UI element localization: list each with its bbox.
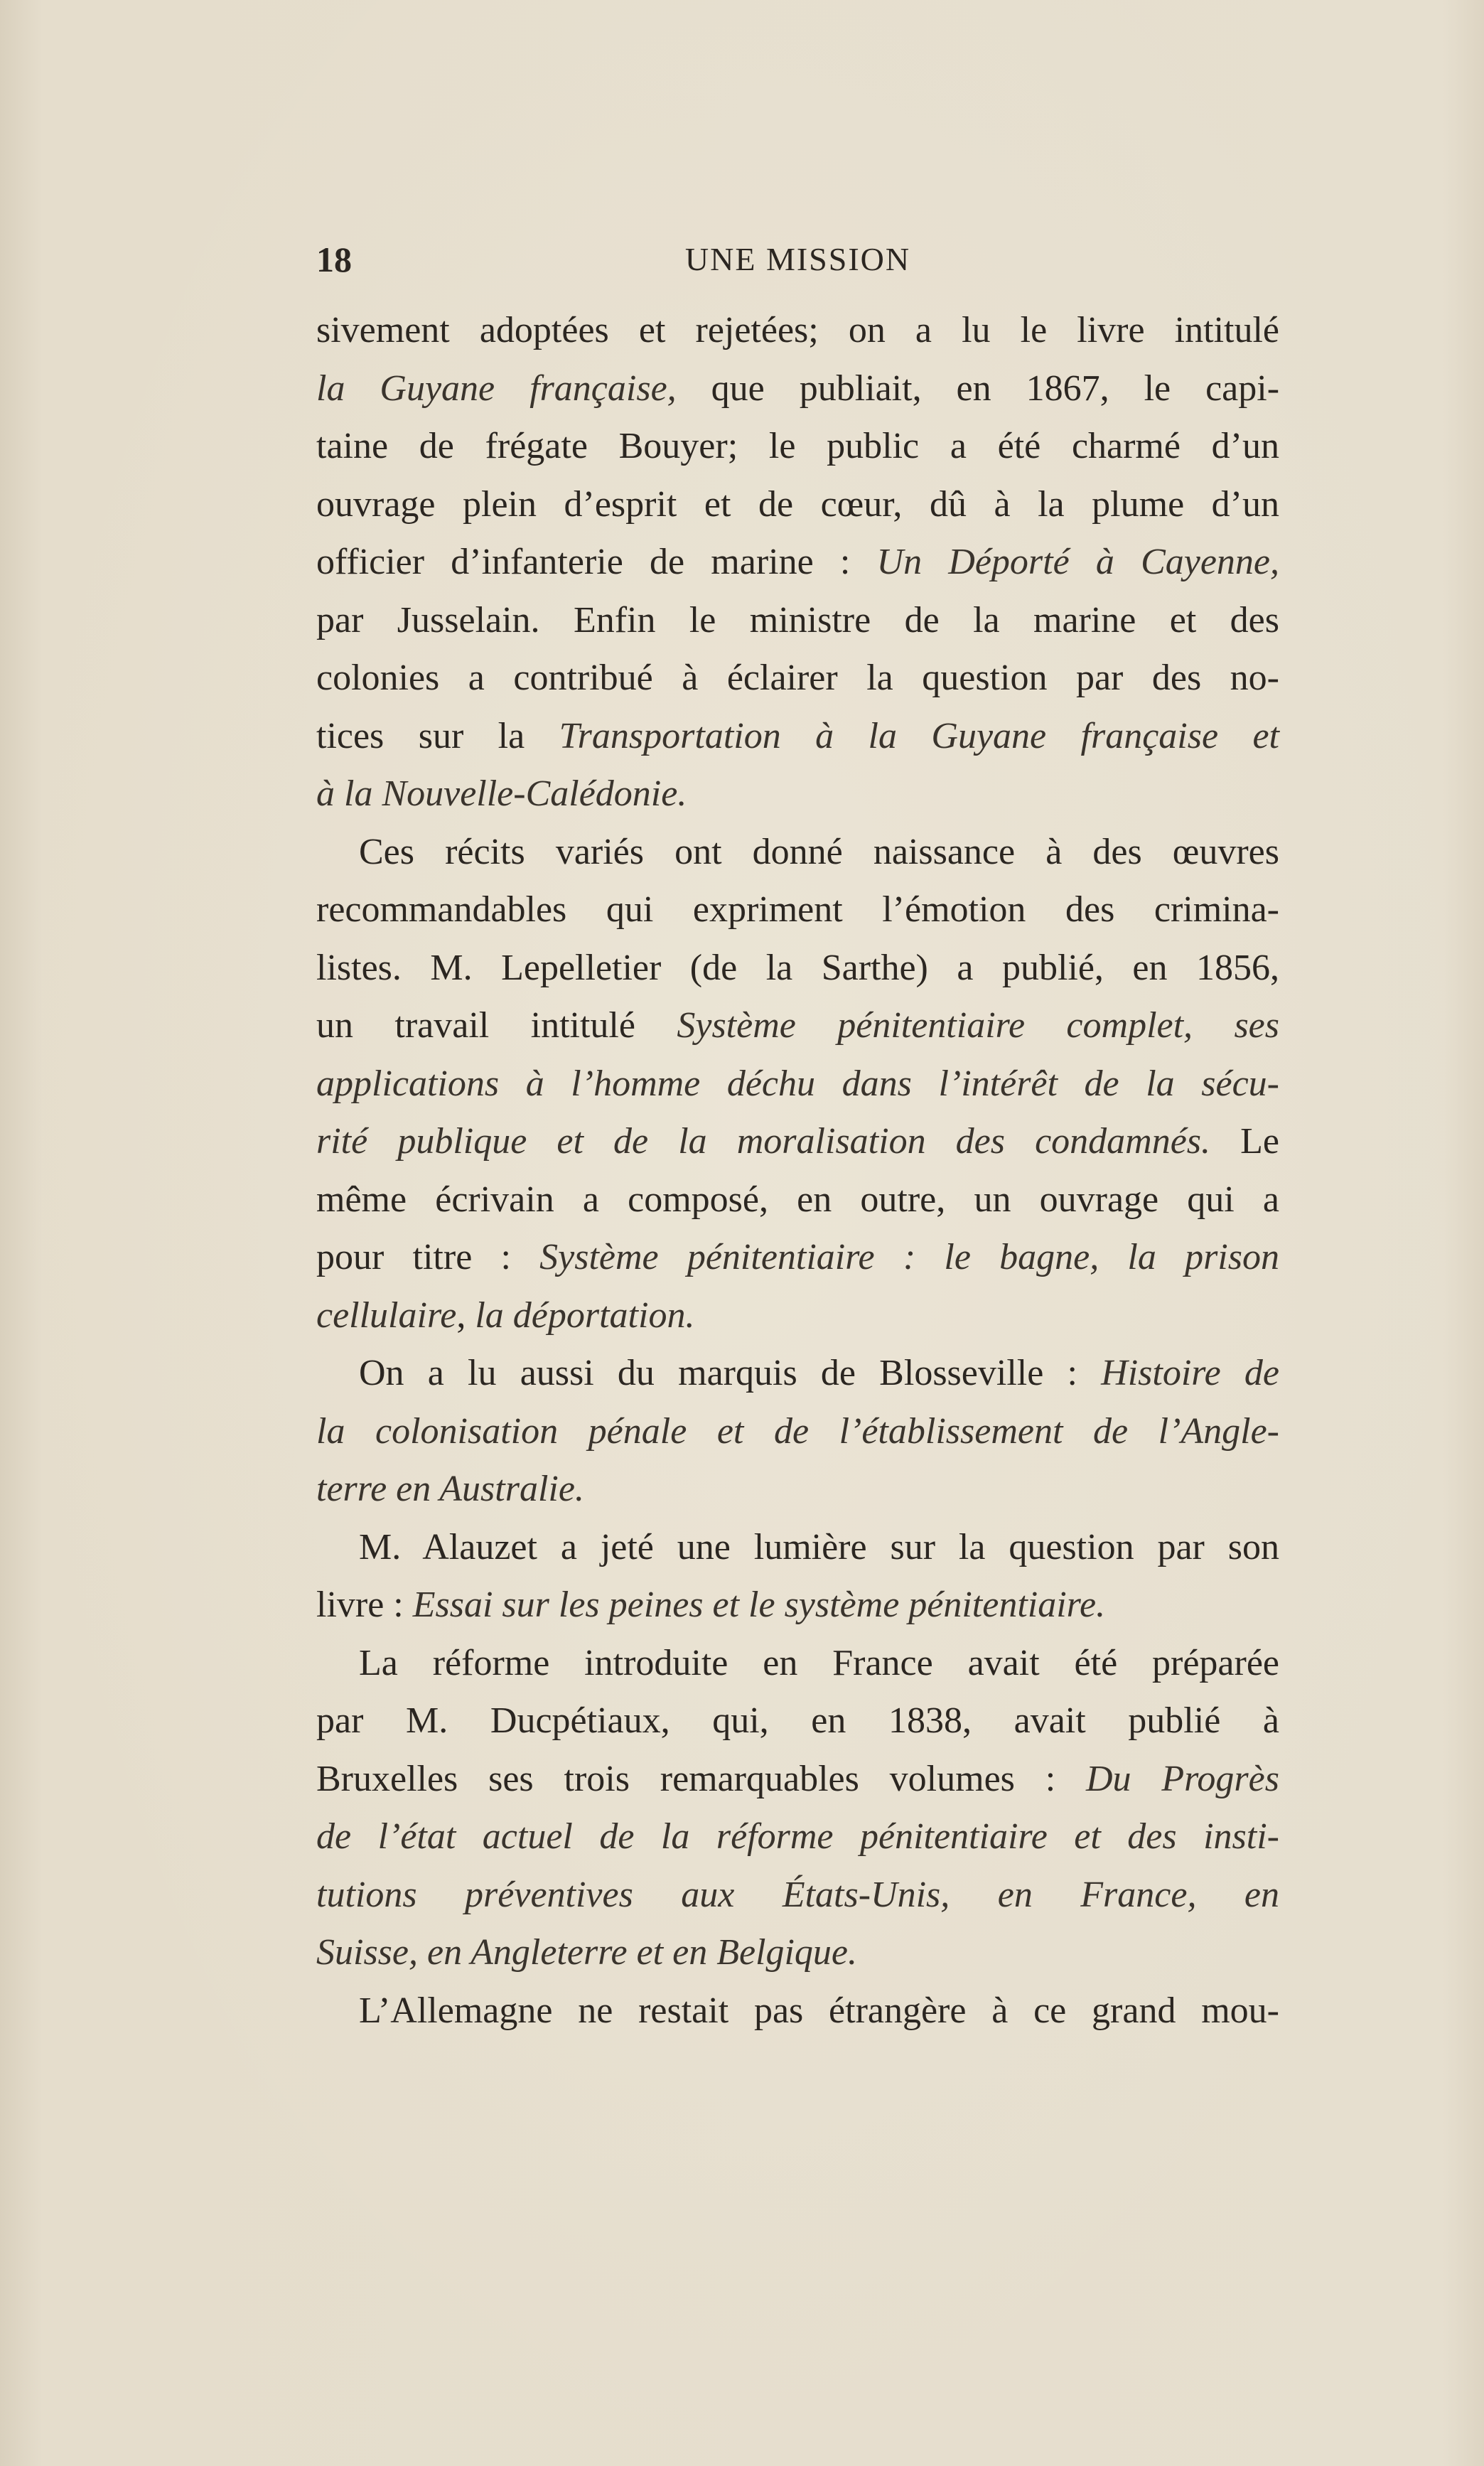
italic-title-segment: Histoire de bbox=[1101, 1353, 1279, 1393]
text-line-18 bbox=[316, 1287, 1279, 1345]
italic-title-segment: rité publique et de la moralisation des condamnés. bbox=[316, 1121, 1211, 1162]
text-segment: même écrivain a composé, en outre, un ouvrage qui a bbox=[316, 1179, 1279, 1220]
text-line-28 bbox=[316, 1866, 1279, 1924]
text-segment: On a lu aussi du marquis de Blosseville : bbox=[359, 1353, 1102, 1393]
text-line-16 bbox=[316, 1171, 1279, 1229]
text-line-15 bbox=[316, 1113, 1279, 1171]
text-line-27 bbox=[316, 1808, 1279, 1866]
text-line-2 bbox=[316, 360, 1279, 418]
italic-title-segment: tutions préventives aux États-Unis, en France, en bbox=[316, 1874, 1279, 1915]
page-header bbox=[316, 238, 1279, 281]
italic-title-segment: Du Progrès bbox=[1085, 1758, 1279, 1799]
italic-title-segment: de l’état actuel de la réforme pénitentiaire et des insti- bbox=[316, 1816, 1279, 1857]
italic-title-segment: Essai sur les peines et le système pénitentiaire. bbox=[412, 1585, 1106, 1625]
text-segment: , bbox=[456, 1294, 475, 1336]
text-line-14 bbox=[316, 1055, 1279, 1113]
text-segment: Ces récits variés ont donné naissance à des œuvres bbox=[359, 831, 1279, 872]
text-line-20 bbox=[316, 1403, 1279, 1461]
italic-title-segment: Un Déporté à Cayenne, bbox=[876, 542, 1279, 582]
italic-title-segment: applications à l’homme déchu dans l’intérêt de la sécu- bbox=[316, 1063, 1279, 1104]
italic-title-segment: terre en Australie. bbox=[316, 1469, 584, 1509]
text-segment: livre : bbox=[316, 1585, 413, 1625]
text-segment: taine de frégate Bouyer; le public a été charmé d’un bbox=[316, 426, 1279, 466]
text-line-9 bbox=[316, 765, 1279, 823]
text-line-6 bbox=[316, 591, 1279, 650]
italic-title-segment: la Guyane française, bbox=[316, 368, 677, 409]
text-line-30 bbox=[316, 1982, 1279, 2040]
text-line-8 bbox=[316, 707, 1279, 766]
text-segment: listes. M. Lepelletier (de la Sarthe) a publié, en 1856, bbox=[316, 947, 1279, 988]
text-line-23 bbox=[316, 1576, 1279, 1634]
italic-title-segment: à la Nouvelle-Calédonie. bbox=[316, 773, 687, 814]
text-segment: ouvrage plein d’esprit et de cœur, dû à la plume d’un bbox=[316, 483, 1279, 525]
text-line-19 bbox=[316, 1344, 1279, 1403]
italic-title-segment: Transportation à la Guyane française et bbox=[559, 715, 1279, 756]
text-segment: que publiait, en 1867, le capi- bbox=[676, 368, 1280, 409]
text-line-3 bbox=[316, 417, 1279, 476]
text-segment: par M. Ducpétiaux, qui, en 1838, avait publié à bbox=[316, 1700, 1279, 1741]
text-segment: colonies a contribué à éclairer la question par des no- bbox=[316, 658, 1279, 698]
text-line-24 bbox=[316, 1634, 1279, 1693]
text-line-29 bbox=[316, 1924, 1279, 1982]
italic-title-segment: Suisse, en Angleterre et en Belgique. bbox=[316, 1932, 858, 1973]
italic-title-segment: Système pénitentiaire : le bagne, la prison bbox=[539, 1237, 1279, 1277]
text-segment: recommandables qui expriment l’émotion des crimina- bbox=[316, 889, 1279, 930]
text-segment: M. Alauzet a jeté une lumière sur la question par son bbox=[359, 1526, 1279, 1567]
text-segment: un travail intitulé bbox=[316, 1005, 677, 1046]
text-segment: sivement adoptées et rejetées; on a lu le livre intitulé bbox=[316, 310, 1279, 350]
text-line-11 bbox=[316, 881, 1279, 939]
text-segment: officier d’infanterie de marine : bbox=[316, 542, 877, 582]
italic-title-segment: cellulaire bbox=[316, 1294, 457, 1336]
italic-title-segment: la déportation. bbox=[475, 1294, 695, 1336]
italic-title-segment: Système pénitentiaire complet, ses bbox=[677, 1005, 1279, 1046]
text-line-17 bbox=[316, 1228, 1279, 1287]
text-line-26 bbox=[316, 1750, 1279, 1808]
running-head: UNE MISSION bbox=[684, 241, 911, 277]
text-segment: Le bbox=[1210, 1121, 1279, 1162]
text-line-21 bbox=[316, 1460, 1279, 1518]
text-segment: L’Allemagne ne restait pas étrangère à ce grand mou- bbox=[359, 1990, 1279, 2031]
text-line-22 bbox=[316, 1518, 1279, 1577]
text-line-4 bbox=[316, 476, 1279, 534]
text-line-13 bbox=[316, 997, 1279, 1055]
text-segment: tices sur la bbox=[316, 715, 559, 756]
text-line-12 bbox=[316, 939, 1279, 997]
text-segment: Bruxelles ses trois remarquables volumes : bbox=[316, 1758, 1086, 1799]
text-line-10 bbox=[316, 823, 1279, 881]
page-number: 18 bbox=[316, 240, 352, 279]
text-line-5 bbox=[316, 533, 1279, 591]
text-segment: par Jusselain. Enfin le ministre de la marine et des bbox=[316, 599, 1279, 640]
text-segment: La réforme introduite en France avait été préparée bbox=[359, 1642, 1279, 1683]
text-line-7 bbox=[316, 649, 1279, 707]
body-text bbox=[316, 301, 1279, 2039]
text-segment: pour titre : bbox=[316, 1237, 540, 1277]
text-line-25 bbox=[316, 1692, 1279, 1750]
italic-title-segment: la colonisation pénale et de l’établissement de l’Angle- bbox=[316, 1410, 1279, 1452]
text-line-1 bbox=[316, 301, 1279, 360]
